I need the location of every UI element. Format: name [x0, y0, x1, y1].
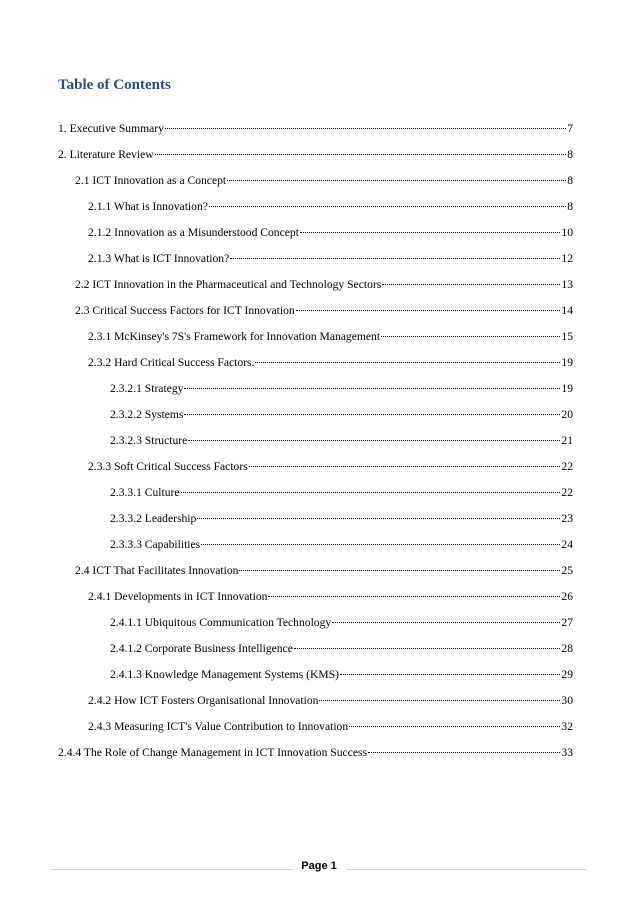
toc-entry-label: 2.1.2 Innovation as a Misunderstood Concept	[88, 226, 299, 239]
toc-entry[interactable]	[110, 433, 573, 448]
toc-entry[interactable]	[110, 407, 573, 422]
toc-entry-label: 2.3.2.3 Structure	[110, 434, 188, 447]
dot-leader	[201, 544, 560, 545]
toc-entry-page: 8	[567, 200, 573, 213]
toc-entry[interactable]	[58, 745, 573, 760]
toc-entry[interactable]	[88, 693, 573, 708]
toc-entry[interactable]	[75, 303, 573, 318]
toc-entry-page: 30	[561, 694, 573, 707]
toc-heading: Table of Contents	[58, 77, 171, 93]
dot-leader	[227, 180, 566, 181]
toc-entry[interactable]	[88, 329, 573, 344]
toc-entry-page: 13	[561, 278, 573, 291]
toc-entry-label: 2.4.1 Developments in ICT Innovation	[88, 590, 268, 603]
dot-leader	[332, 622, 560, 623]
toc-entry-label: 2.4.3 Measuring ICT's Value Contribution to Innovation	[88, 720, 349, 733]
toc-entry-page: 29	[561, 668, 573, 681]
dot-leader	[296, 310, 561, 311]
dot-leader	[239, 570, 560, 571]
toc-entry-page: 20	[561, 408, 573, 421]
toc-entry-page: 19	[561, 382, 573, 395]
toc-entry[interactable]	[110, 641, 573, 656]
toc-entry-page: 12	[561, 252, 573, 265]
toc-entry-label: 2.3.3 Soft Critical Success Factors	[88, 460, 248, 473]
toc-entry[interactable]	[75, 277, 573, 292]
toc-entry-page: 27	[561, 616, 573, 629]
toc-entry-label: 2.4 ICT That Facilitates Innovation	[75, 564, 239, 577]
dot-leader	[319, 700, 560, 701]
toc-entry[interactable]	[88, 225, 573, 240]
toc-entry[interactable]	[88, 199, 573, 214]
dot-leader	[184, 414, 560, 415]
dot-leader	[381, 336, 560, 337]
toc-entry-label: 2.3.3.3 Capabilities	[110, 538, 201, 551]
dot-leader	[184, 388, 560, 389]
dot-leader	[368, 752, 560, 753]
dot-leader	[349, 726, 560, 727]
toc-entry-page: 7	[567, 122, 573, 135]
toc-entry-page: 23	[561, 512, 573, 525]
toc-entry-label: 2.4.4 The Role of Change Management in ICT Innovation Success	[58, 746, 368, 759]
toc-entry-label: 2.1.3 What is ICT Innovation?	[88, 252, 230, 265]
toc-entry[interactable]	[75, 563, 573, 578]
toc-entry[interactable]	[88, 459, 573, 474]
dot-leader	[230, 258, 560, 259]
toc-entry-label: 2.3.2 Hard Critical Success Factors.	[88, 356, 255, 369]
toc-entry-label: 2.3.2.2 Systems	[110, 408, 184, 421]
toc-entry-page: 14	[561, 304, 573, 317]
dot-leader	[209, 206, 566, 207]
toc-entry-label: 2.1 ICT Innovation as a Concept	[75, 174, 227, 187]
toc-entry-page: 32	[561, 720, 573, 733]
toc-entry-page: 22	[561, 460, 573, 473]
dot-leader	[382, 284, 560, 285]
dot-leader	[294, 648, 561, 649]
toc-entry-page: 21	[561, 434, 573, 447]
toc-entry-page: 25	[561, 564, 573, 577]
toc-entry-page: 26	[561, 590, 573, 603]
toc-entry-label: 2.3 Critical Success Factors for ICT Innovation	[75, 304, 295, 317]
toc-entry-page: 19	[561, 356, 573, 369]
toc-entry-page: 24	[561, 538, 573, 551]
toc-entry-page: 15	[561, 330, 573, 343]
toc-entry-label: 2. Literature Review	[58, 148, 154, 161]
toc-entry-label: 2.3.3.1 Culture	[110, 486, 180, 499]
toc-entry-label: 2.4.1.3 Knowledge Management Systems (KMS)	[110, 668, 339, 681]
toc-entry[interactable]	[110, 511, 573, 526]
toc-entry-label: 1. Executive Summary	[58, 122, 164, 135]
toc-entry[interactable]	[110, 485, 573, 500]
dot-leader	[197, 518, 560, 519]
toc-entry-page: 22	[561, 486, 573, 499]
dot-leader	[340, 674, 560, 675]
toc-entry-page: 8	[567, 174, 573, 187]
toc-entry[interactable]	[110, 381, 573, 396]
toc-entry-page: 8	[567, 148, 573, 161]
toc-entry[interactable]	[58, 121, 573, 136]
toc-entry-page: 33	[561, 746, 573, 759]
toc-entry[interactable]	[88, 589, 573, 604]
toc-entry-label: 2.4.1.2 Corporate Business Intelligence	[110, 642, 293, 655]
toc-entry-label: 2.3.1 McKinsey's 7S's Framework for Innovation Management	[88, 330, 381, 343]
toc-entry-page: 28	[561, 642, 573, 655]
toc-entry[interactable]	[110, 667, 573, 682]
toc-entry[interactable]	[88, 355, 573, 370]
toc-entry[interactable]	[88, 719, 573, 734]
dot-leader	[165, 128, 566, 129]
toc-entry[interactable]	[75, 173, 573, 188]
dot-leader	[255, 362, 560, 363]
footer-rule-right	[346, 869, 586, 870]
toc-entry[interactable]	[88, 251, 573, 266]
toc-entry[interactable]	[58, 147, 573, 162]
toc-entry-label: 2.1.1 What is Innovation?	[88, 200, 208, 213]
toc-entry-page: 10	[561, 226, 573, 239]
toc-entry-label: 2.3.2.1 Strategy	[110, 382, 184, 395]
toc-entry-label: 2.4.2 How ICT Fosters Organisational Innovation	[88, 694, 319, 707]
footer-rule-left	[52, 869, 292, 870]
toc-entry-label: 2.4.1.1 Ubiquitous Communication Technology	[110, 616, 332, 629]
dot-leader	[181, 492, 561, 493]
toc-entry[interactable]	[110, 537, 573, 552]
dot-leader	[268, 596, 560, 597]
dot-leader	[188, 440, 560, 441]
dot-leader	[155, 154, 567, 155]
dot-leader	[300, 232, 560, 233]
toc-entry[interactable]	[110, 615, 573, 630]
page-number: Page 1	[301, 860, 337, 872]
toc-entry-label: 2.3.3.2 Leadership	[110, 512, 197, 525]
toc-entry-label: 2.2 ICT Innovation in the Pharmaceutical and Technology Sectors	[75, 278, 382, 291]
dot-leader	[249, 466, 561, 467]
